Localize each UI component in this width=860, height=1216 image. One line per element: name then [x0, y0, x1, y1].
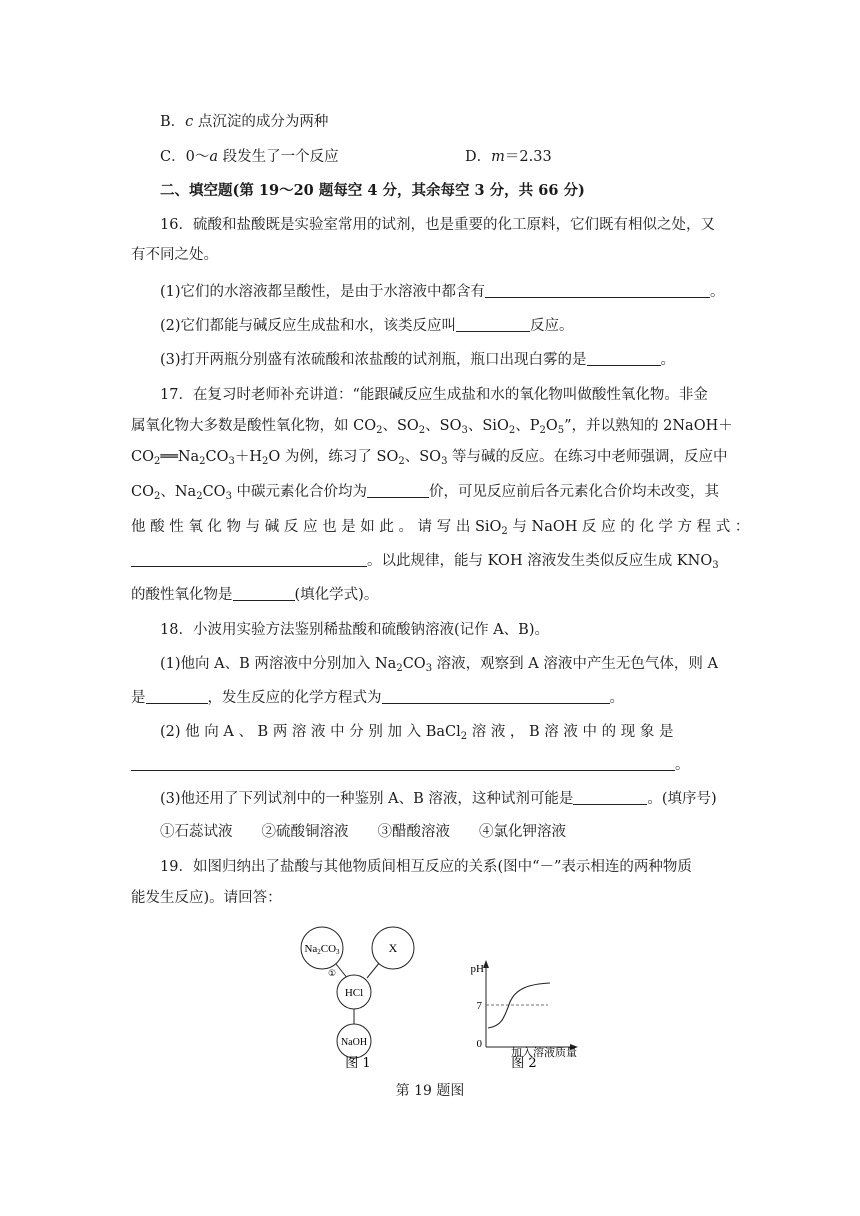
q18-options: ①石蕊试液 ②硫酸铜溶液 ③醋酸溶液 ④氯化钾溶液: [160, 824, 566, 840]
ph-curve: [488, 983, 550, 1028]
label-naoh: NaOH: [340, 1037, 368, 1048]
figure-caption: 第 19 题图: [395, 1083, 465, 1099]
q16-line1: 16．硫酸和盐酸既是实验室常用的试剂，也是重要的化工原料，它们既有相似之处，又: [160, 217, 715, 233]
q17-line2: 属氧化物大多数是酸性氧化物，如 $CO_2$、$SO_2$、$SO_3$、SiO$_2$、$P_2O_5$”，并以熟知的 2NaOH＋: [131, 418, 733, 436]
figure-2-ph-curve: [471, 960, 578, 1071]
q18-line5: 。: [131, 755, 731, 775]
tick-7: 7: [476, 1000, 482, 1012]
section-heading: 二、填空题(第 19～20 题每空 4 分，其余每空 3 分，共 66 分): [160, 182, 585, 199]
label-x: X: [388, 941, 398, 955]
q18-line3: 是 ，发生反应的化学方程式为 。: [131, 690, 624, 706]
q17-line7: 的酸性氧化物是 (填化学式)。: [131, 587, 379, 603]
x-axis-label: 加入溶液质量: [511, 1046, 577, 1059]
option-c-d: C．0～a 段发生了一个反应 D．m＝2.33: [160, 149, 552, 165]
q16-part1: (1)它们的水溶液都呈酸性，是由于水溶液中都含有 。: [160, 284, 725, 300]
origin-label: 0: [476, 1038, 482, 1050]
q18-line1: 18．小波用实验方法鉴别稀盐酸和硫酸钠溶液(记作 A、B)。: [160, 622, 549, 638]
link-x-hcl: [367, 962, 380, 978]
q18-line6: (3)他还用了下列试剂中的一种鉴别 A、B 溶液，这种试剂可能是 。(填序号): [160, 791, 717, 807]
caption-figure-2: 图 2: [511, 1056, 537, 1071]
mark-one: ①: [327, 969, 337, 979]
q18-line4: (2) 他 向 A 、 B 两 溶 液 中 分 别 加 入 BaCl$_2$ 溶 液 ， B 溶 液 中 的 现 象 是: [160, 724, 674, 742]
label-hcl: HCl: [344, 987, 364, 999]
q19-figure: [290, 922, 590, 1077]
q17-line6: 。以此规律，能与 KOH 溶液发生类似反应生成 $KNO_3$: [131, 551, 731, 571]
q16-line2: 有不同之处。: [131, 247, 218, 263]
q18-line2: (1)他向 A、B 两溶液中分别加入 $Na_2CO_3$ 溶液，观察到 A 溶液中产生无色气体，则 A: [160, 656, 718, 674]
caption-figure-1: 图 1: [345, 1056, 371, 1071]
q17-line4: $CO_2$、$Na_2CO_3$ 中碳元素化合价均为 价，可见反应前后各元素化合价均未改变，其: [131, 484, 720, 502]
q17-line3: $CO_2══Na_2CO_3+H_2O$ 为例，练习了 $SO_2$、$SO_3$ 等与碱的反应。在练习中老师强调，反应中: [131, 449, 728, 467]
label-na2co3: Na2CO3: [304, 943, 340, 956]
figure-1-network: [301, 927, 414, 1071]
q17-line5: 他 酸 性 氧 化 物 与 碱 反 应 也 是 如 此 。 请 写 出 SiO$_2$ 与 NaOH 反 应 的 化 学 方 程 式 ：: [131, 519, 750, 537]
q17-line1: 17．在复习时老师补充讲道：“能跟碱反应生成盐和水的氧化物叫做酸性氧化物。非金: [160, 387, 708, 403]
q19-line2: 能发生反应)。请回答：: [131, 890, 282, 906]
q19-line1: 19．如图归纳出了盐酸与其他物质间相互反应的关系(图中“－”表示相连的两种物质: [160, 859, 692, 875]
q16-part2: (2)它们都能与碱反应生成盐和水，该类反应叫 反应。: [160, 318, 574, 334]
q16-part3: (3)打开两瓶分别盛有浓硫酸和浓盐酸的试剂瓶，瓶口出现白雾的是 。: [160, 352, 676, 368]
option-b: B．c 点沉淀的成分为两种: [160, 114, 329, 130]
y-axis-label: pH: [470, 963, 484, 975]
